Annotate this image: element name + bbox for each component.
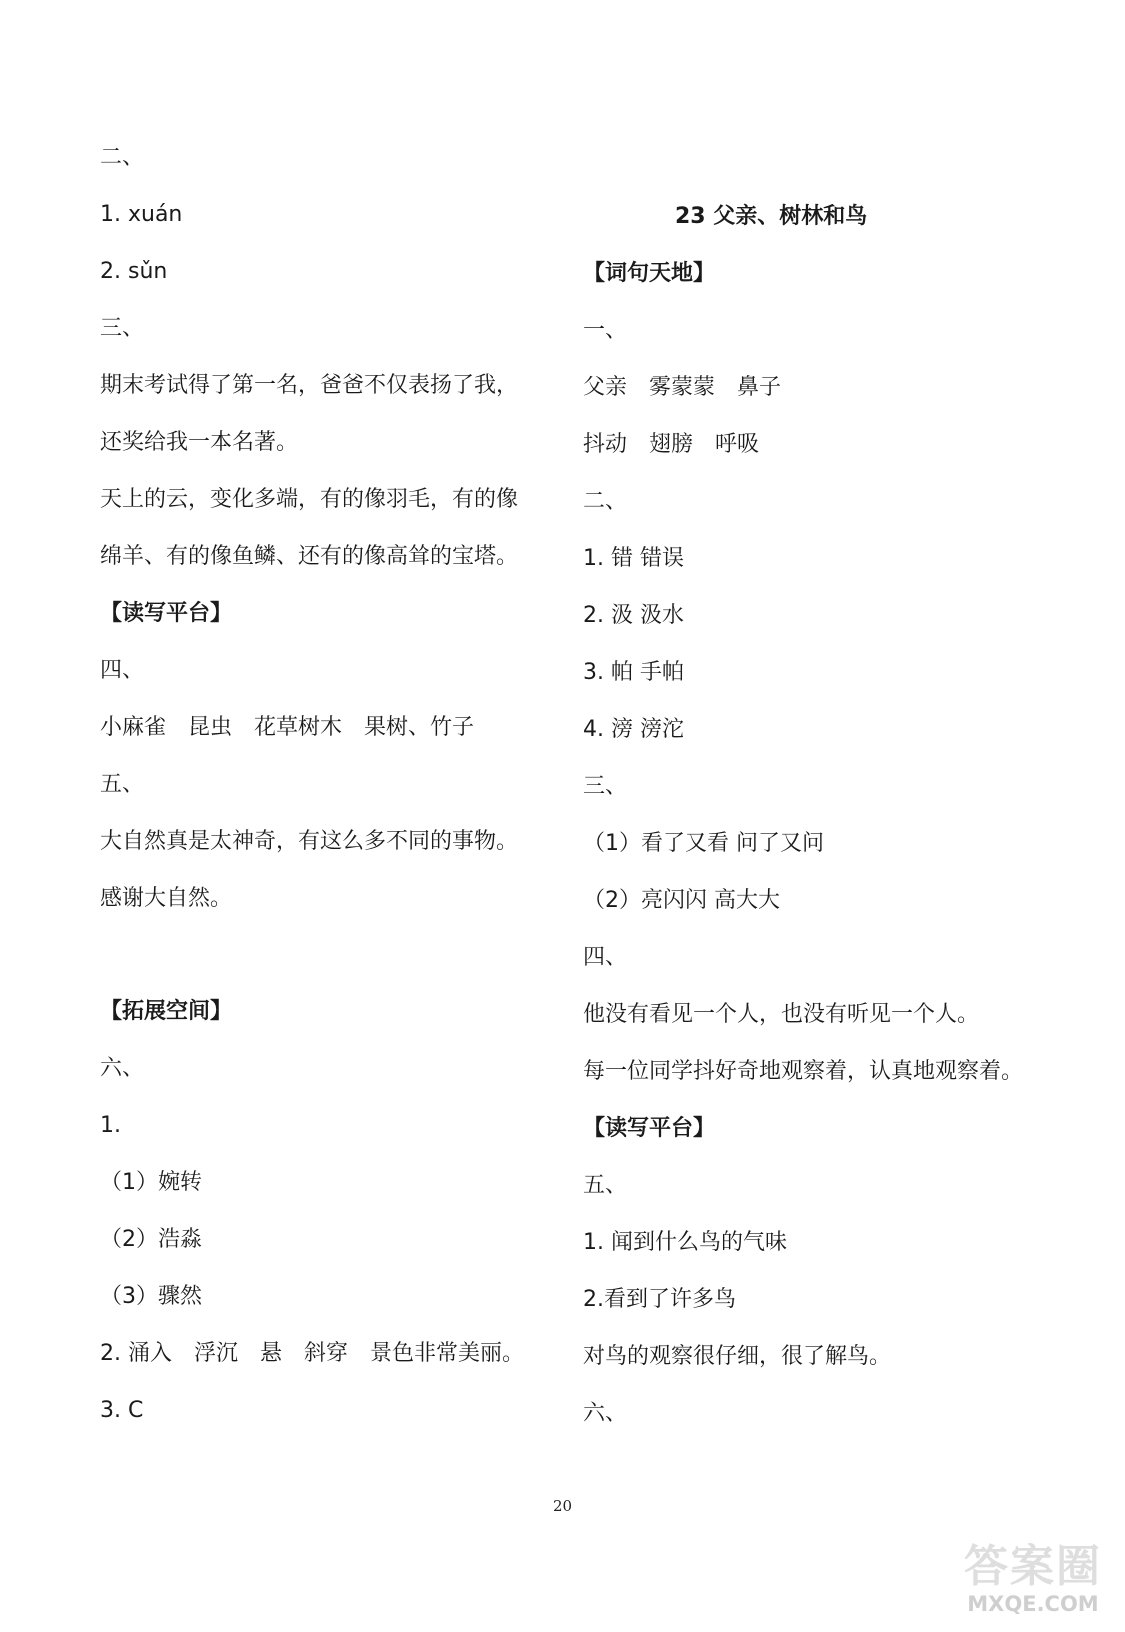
section-heading-4: 四、: [583, 945, 628, 970]
section-heading-2: 二、: [583, 489, 628, 514]
section-label-read-write: 【读写平台】: [100, 601, 233, 626]
answer-line: 期末考试得了第一名，爸爸不仅表扬了我，: [100, 373, 519, 398]
section-heading-4: 四、: [100, 658, 145, 683]
answer-line: 他没有看见一个人，也没有听见一个人。: [583, 1002, 980, 1027]
watermark-logo: [953, 1542, 1113, 1624]
answer-line: （1）看了又看 问了又问: [583, 831, 824, 856]
section-heading-3: 三、: [100, 316, 145, 341]
section-label-words: 【词句天地】: [583, 261, 716, 286]
answer-line: 天上的云，变化多端，有的像羽毛，有的像: [100, 487, 519, 512]
answer-line: （1）婉转: [100, 1170, 202, 1195]
answer-line: （2）浩淼: [100, 1227, 202, 1252]
answer-line: 绵羊、有的像鱼鳞、还有的像高耸的宝塔。: [100, 544, 519, 569]
answer-line: 4. 滂 滂沱: [583, 717, 684, 742]
section-heading-5: 五、: [583, 1173, 628, 1198]
section-heading-6: 六、: [100, 1056, 145, 1081]
section-heading-2: 二、: [100, 145, 145, 170]
answer-line: 2. sǔn: [100, 259, 168, 284]
answer-line: 抖动 翅膀 呼吸: [583, 432, 760, 457]
page-number: 20: [552, 1497, 573, 1515]
answer-line: 每一位同学抖好奇地观察着，认真地观察着。: [583, 1059, 1024, 1084]
section-heading-5: 五、: [100, 772, 145, 797]
answer-line: 1.: [100, 1113, 121, 1138]
answer-line: 1. 闻到什么鸟的气味: [583, 1230, 787, 1255]
section-heading-1: 一、: [583, 318, 628, 343]
answer-line: 2. 涌入 浮沉 悬 斜穿 景色非常美丽。: [100, 1341, 524, 1366]
watermark-text-cn: 答案圈: [964, 1541, 1102, 1592]
watermark-text-en: MXQE.COM: [967, 1592, 1099, 1616]
answer-line: 感谢大自然。: [100, 886, 233, 911]
answer-line: 小麻雀 昆虫 花草树木 果树、竹子: [100, 715, 475, 740]
section-label-extension: 【拓展空间】: [100, 999, 233, 1024]
answer-line: （2）亮闪闪 高大大: [583, 888, 780, 913]
answer-line: 3. 帕 手帕: [583, 660, 684, 685]
answer-line: 1. 错 错误: [583, 546, 684, 571]
answer-line: 父亲 雾蒙蒙 鼻子: [583, 375, 782, 400]
answer-line: 大自然真是太神奇，有这么多不同的事物。: [100, 829, 519, 854]
lesson-title: 23 父亲、树林和鸟: [675, 204, 868, 229]
answer-line: 2.看到了许多鸟: [583, 1287, 736, 1312]
answer-line: （3）骤然: [100, 1284, 202, 1309]
section-label-read-write: 【读写平台】: [583, 1116, 716, 1141]
section-heading-3: 三、: [583, 774, 628, 799]
answer-line: 3. C: [100, 1398, 144, 1423]
answer-line: 还奖给我一本名著。: [100, 430, 299, 455]
section-heading-6: 六、: [583, 1401, 628, 1426]
answer-line: 1. xuán: [100, 202, 183, 227]
answer-line: 对鸟的观察很仔细，很了解鸟。: [583, 1344, 892, 1369]
answer-line: 2. 汲 汲水: [583, 603, 684, 628]
